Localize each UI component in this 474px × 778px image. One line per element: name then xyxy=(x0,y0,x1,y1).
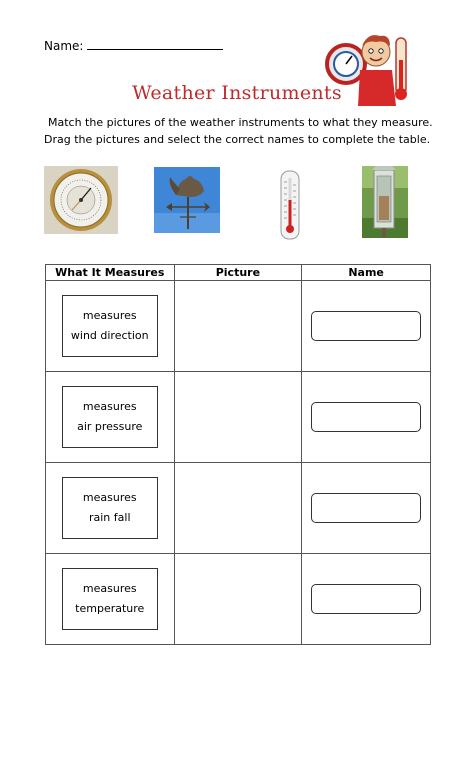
measure-box xyxy=(62,568,158,630)
measure-cell xyxy=(46,554,175,645)
thermometer-icon xyxy=(280,170,300,240)
measure-cell xyxy=(46,463,175,554)
measure-box xyxy=(62,477,158,539)
name-cell xyxy=(302,554,431,645)
picture-drop-cell[interactable] xyxy=(174,281,302,372)
instructions-line-2: Drag the pictures and select the correct names to complete the table. xyxy=(44,133,431,146)
name-select-box[interactable] xyxy=(311,402,421,432)
instructions xyxy=(44,114,444,148)
header-name: Name xyxy=(302,265,431,281)
measure-line-1: measures xyxy=(82,400,137,413)
measure-box xyxy=(62,386,158,448)
name-cell xyxy=(302,281,431,372)
name-row xyxy=(44,38,223,53)
measure-line-2: rain fall xyxy=(88,511,131,524)
name-cell xyxy=(302,372,431,463)
measure-line-2: temperature xyxy=(75,602,145,615)
table-row xyxy=(46,281,431,372)
barometer-icon xyxy=(44,166,118,234)
name-select-box[interactable] xyxy=(311,584,421,614)
header-what-it-measures: What It Measures xyxy=(46,265,175,281)
measure-line-1: measures xyxy=(82,491,137,504)
name-field-line xyxy=(87,38,223,50)
weather-vane-picture[interactable] xyxy=(154,167,220,233)
table-row xyxy=(46,463,431,554)
page-title: Weather Instruments xyxy=(132,82,342,104)
table-row xyxy=(46,554,431,645)
rain-gauge-icon xyxy=(362,166,408,238)
name-label: Name: xyxy=(44,39,84,53)
rain-gauge-picture[interactable] xyxy=(362,166,408,238)
thermometer-picture[interactable] xyxy=(280,170,300,240)
picture-drop-cell[interactable] xyxy=(174,463,302,554)
measure-box xyxy=(62,295,158,357)
measure-line-2: wind direction xyxy=(70,329,149,342)
name-cell xyxy=(302,463,431,554)
picture-drop-cell[interactable] xyxy=(174,554,302,645)
matching-table xyxy=(45,264,431,645)
table-row xyxy=(46,372,431,463)
measure-line-1: measures xyxy=(82,309,137,322)
instructions-line-1: Match the pictures of the weather instruments to what they measure. xyxy=(48,116,433,129)
table-header-row xyxy=(46,265,431,281)
measure-line-2: air pressure xyxy=(77,420,143,433)
name-select-box[interactable] xyxy=(311,493,421,523)
name-select-box[interactable] xyxy=(311,311,421,341)
measure-cell xyxy=(46,281,175,372)
header-picture: Picture xyxy=(174,265,302,281)
barometer-picture[interactable] xyxy=(44,166,118,234)
measure-line-1: measures xyxy=(82,582,137,595)
weather-vane-icon xyxy=(154,167,220,233)
picture-drop-cell[interactable] xyxy=(174,372,302,463)
measure-cell xyxy=(46,372,175,463)
